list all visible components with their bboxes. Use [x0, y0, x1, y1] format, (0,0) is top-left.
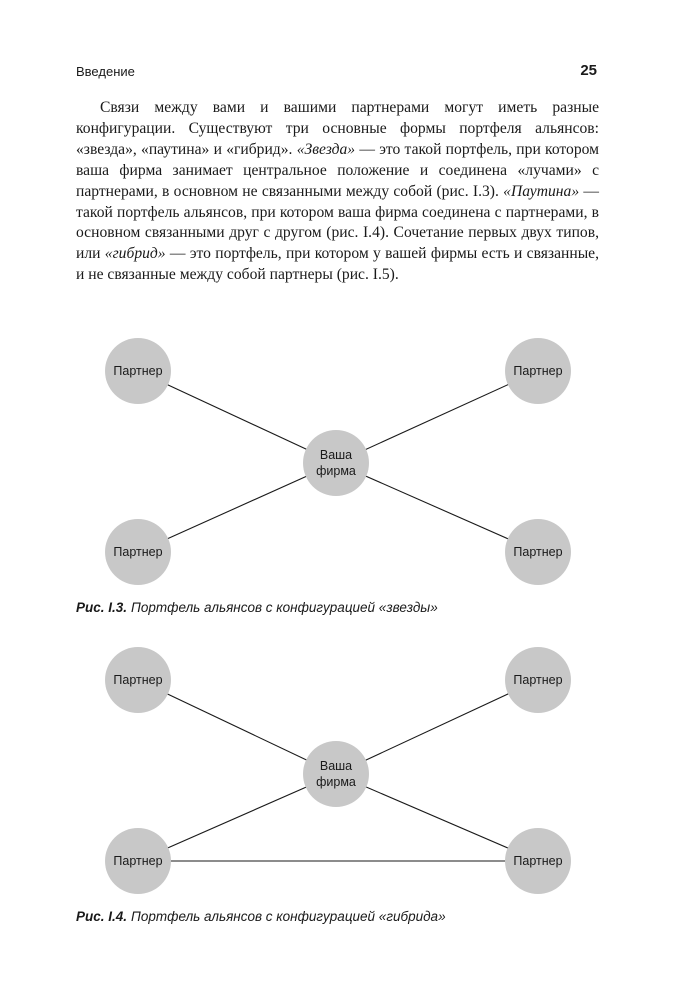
partner-node-top-right [505, 338, 571, 404]
partner-label: Партнер [113, 364, 163, 378]
center-node-your-firm [303, 741, 369, 807]
center-node-your-firm [303, 430, 369, 496]
partner-node-top-left [105, 338, 171, 404]
hybrid-diagram [76, 644, 599, 904]
figure-hybrid [76, 644, 599, 904]
partner-label: Партнер [113, 545, 163, 559]
caption-label: Рис. I.3. [76, 600, 128, 615]
edge-bottom-right [336, 463, 538, 552]
text-run: — это такой портфель, при котором ваша фирма занимает центральное положение и соединена «лучами» с партнерами, в основном не связанными между собой (рис. I.3). [76, 140, 599, 200]
partner-label: Партнер [113, 854, 163, 868]
page-number: 25 [580, 62, 597, 79]
caption-text: Портфель альянсов с конфигурацией «гибрида» [131, 909, 446, 924]
term-web: «Паутина» [503, 182, 580, 200]
text-run: — такой портфель альянсов, при котором ваша фирма соединена с партнерами, в основном связанными друг с другом (рис. I.4). Сочетание первых двух типов, или [76, 182, 599, 263]
running-header [76, 62, 599, 84]
partner-label: Партнер [513, 545, 563, 559]
center-label-line1: Ваша [319, 759, 353, 773]
center-label-line1: Ваша [319, 448, 353, 462]
edge-top-right [336, 680, 538, 774]
partner-node-bottom-left [105, 519, 171, 585]
partner-label: Партнер [513, 854, 563, 868]
center-label-line2: фирма [316, 775, 356, 789]
partner-node-bottom-right [505, 828, 571, 894]
term-star: «Звезда» [296, 140, 356, 158]
figure-caption [76, 600, 438, 615]
partner-label: Партнер [513, 673, 563, 687]
partner-label: Партнер [113, 673, 163, 687]
section-title: Введение [76, 64, 135, 79]
caption-text: Портфель альянсов с конфигурацией «звезды» [131, 600, 438, 615]
figure-star [76, 335, 599, 595]
caption-label: Рис. I.4. [76, 909, 128, 924]
star-diagram [76, 335, 599, 595]
partner-node-bottom-right [505, 519, 571, 585]
text-run: — это портфель, при котором у вашей фирмы есть и связанные, и не связанные между собой партнеры (рис. I.5). [76, 245, 599, 284]
partner-node-top-right [505, 647, 571, 713]
partner-node-top-left [105, 647, 171, 713]
partner-node-bottom-left [105, 828, 171, 894]
center-label-line2: фирма [316, 464, 356, 478]
term-hybrid: «гибрид» [104, 245, 166, 263]
partner-label: Партнер [513, 364, 563, 378]
figure-caption [76, 909, 446, 924]
edge-top-right [336, 371, 538, 463]
text-run: Связи между вами и вашими партнерами могут иметь разные конфигурации. Существуют три основные формы портфеля альянсов: «звезда», «паутина» и «гибрид». [76, 99, 599, 158]
body-paragraph [76, 98, 599, 286]
